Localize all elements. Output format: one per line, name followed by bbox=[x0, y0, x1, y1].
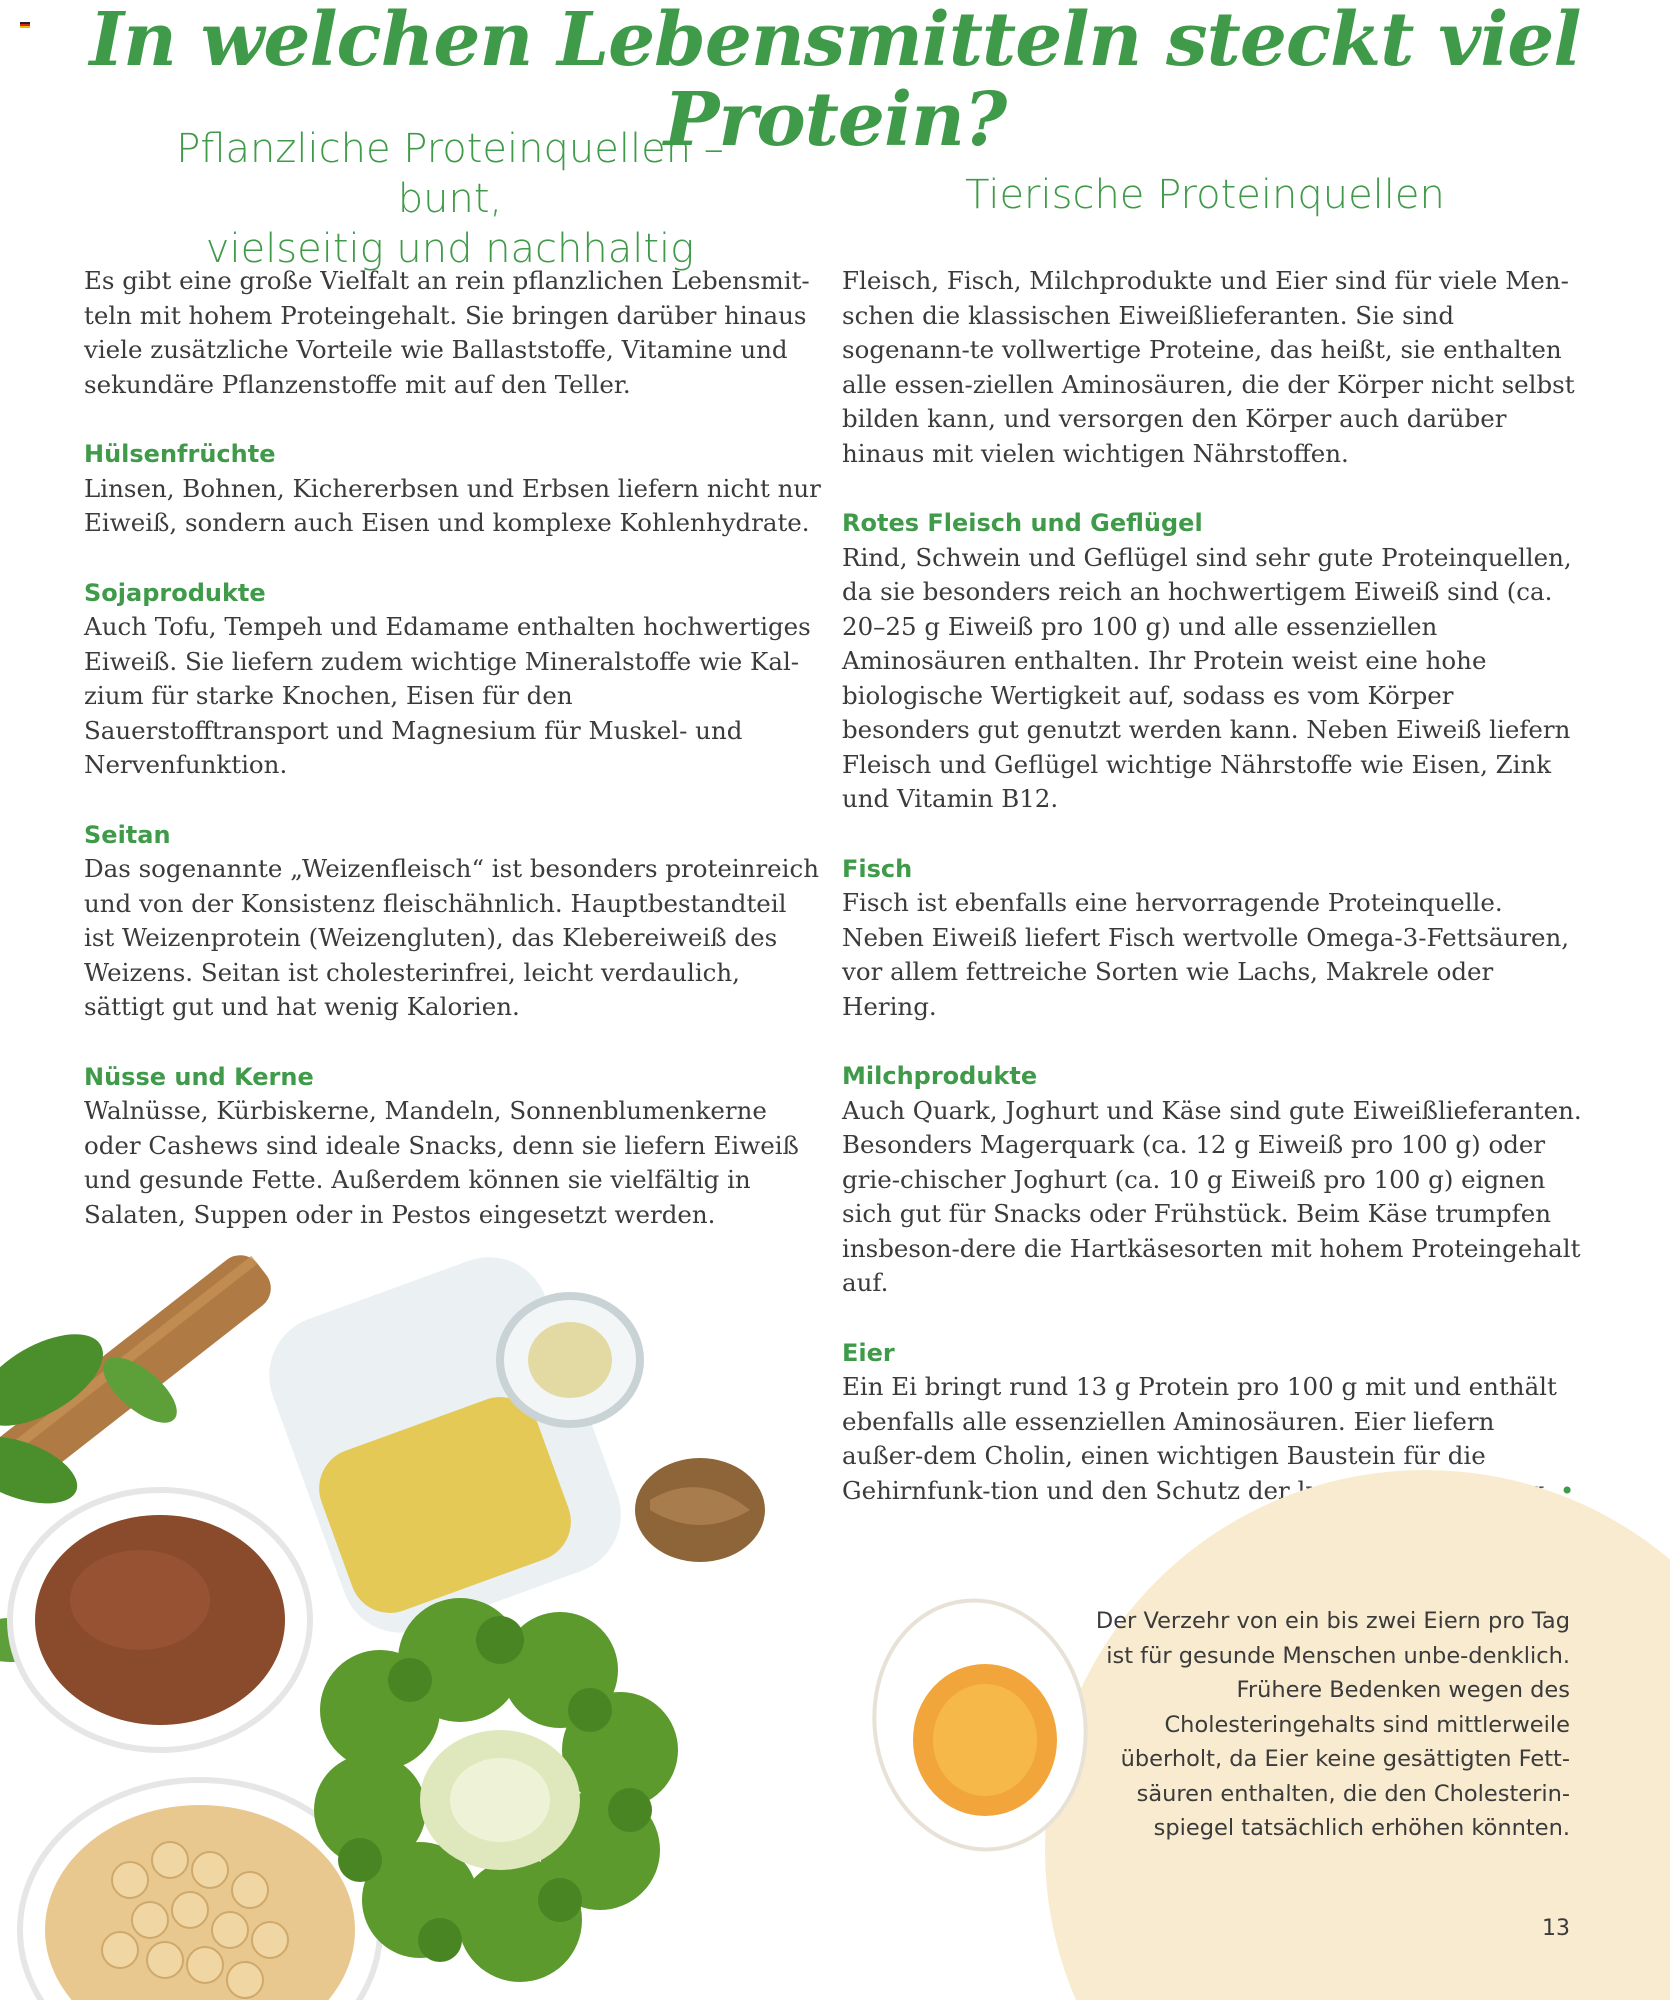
section-text: Auch Tofu, Tempeh und Edamame enthalten hochwertiges Eiweiß. Sie liefern zudem wichtige Mineralstoffe wie Kal-zium für starke Knochen, Eisen für den Sauerstofftransport und Magnesium für Muskel- und Nervenfunktion. bbox=[84, 612, 811, 779]
right-column bbox=[842, 264, 1582, 1543]
section-title: Milchprodukte bbox=[842, 1062, 1038, 1090]
section-fleisch-gefluegel bbox=[842, 506, 1582, 817]
left-column-heading bbox=[120, 124, 780, 274]
left-heading-line2: vielseitig und nachhaltig bbox=[205, 226, 695, 272]
left-intro: Es gibt eine große Vielfalt an rein pflanzlichen Lebensmit-teln mit hohem Proteingehalt. Sie bringen darüber hinaus viele zusätzliche Vorteile wie Ballaststoffe, Vitamine und sekundäre Pflanzenstoffe mit auf den Teller. bbox=[84, 266, 810, 399]
section-title: Hülsenfrüchte bbox=[84, 440, 276, 468]
flaxseed-bowl bbox=[10, 1490, 310, 1750]
section-text: Rind, Schwein und Geflügel sind sehr gute Proteinquellen, da sie besonders reich an hochwertigem Eiweiß sind (ca. 20–25 g Eiweiß pro 100 g) und alle essenziellen Aminosäuren enthalten. Ihr Protein weist eine hohe biologische Wertigkeit auf, sodass es vom Körper besonders gut genutzt werden kann. Neben Eiweiß liefern Fleisch und Geflügel wichtige Nährstoffe wie Eisen, Zink und Vitamin B12. bbox=[842, 542, 1572, 813]
left-heading-line1: Pflanzliche Proteinquellen – bunt, bbox=[176, 126, 724, 222]
section-text: Ein Ei bringt rund 13 g Protein pro 100 g mit und enthält ebenfalls alle essenziellen Aminosäuren. Eier liefern außer-dem Cholin, einen wichtigen Baustein für die Gehirnfunk-tion und den Schutz der kognitiven Leistung. bbox=[842, 1372, 1557, 1505]
section-title: Sojaprodukte bbox=[84, 578, 266, 607]
section-text: Fisch ist ebenfalls eine hervorragende Proteinquelle. Neben Eiweiß liefert Fisch wertvolle Omega-3-Fettsäuren, vor allem fettreiche Sorten wie Lachs, Makrele oder Hering. bbox=[842, 888, 1570, 1021]
section-title: Nüsse und Kerne bbox=[84, 1062, 314, 1091]
section-text: Das sogenannte „Weizenfleisch“ ist besonders proteinreich und von der Konsistenz fleischähnlich. Hauptbestandteil ist Weizenprotein (Weizengluten), das Klebereiweiß des Weizens. Seitan ist cholesterinfrei, leicht verdaulich, sättigt gut und hat wenig Kalorien. bbox=[84, 854, 820, 1021]
section-text: Auch Quark, Joghurt und Käse sind gute Eiweißlieferanten. Besonders Magerquark (ca. 12 g Eiweiß pro 100 g) oder grie-chischer Joghurt (ca. 10 g Eiweiß pro 100 g) eignen sich gut für Snacks oder Frühstück. Beim Käse trumpfen insbeson-dere die Hartkäsesorten mit hohem Proteingehalt auf. bbox=[842, 1095, 1582, 1297]
section-title: Eier bbox=[842, 1338, 895, 1367]
section-title: Seitan bbox=[84, 820, 171, 849]
page-number: 13 bbox=[1542, 1916, 1570, 1941]
section-huelsenfruechte bbox=[84, 437, 824, 541]
section-nuesse-kerne bbox=[84, 1060, 824, 1233]
broccoli bbox=[314, 1598, 678, 1982]
egg-illustration bbox=[860, 1590, 1100, 1860]
egg-tip-text: Der Verzehr von ein bis zwei Eiern pro Tag ist für gesunde Menschen unbe-denklich. Frühere Bedenken wegen des Cholesteringehalts sind mittlerweile überholt, da Eier keine gesättigten Fett-säuren enthalten, die den Cholesterin-spiegel tatsächlich erhöhen könnten. bbox=[1095, 1608, 1570, 1841]
right-column-heading: Tierische Proteinquellen bbox=[965, 172, 1445, 218]
right-intro: Fleisch, Fisch, Milchprodukte und Eier sind für viele Men-schen die klassischen Eiweißlieferanten. Sie sind sogenann-te vollwertige Proteine, das heißt, sie enthalten alle essen-ziellen Aminosäuren, die der Körper nicht selbst bilden kann, und versorgen den Körper auch darüber hinaus mit vielen wichtigen Nährstoffen. bbox=[842, 266, 1575, 468]
food-photo-illustration bbox=[0, 1240, 830, 2000]
section-title: Fisch bbox=[842, 854, 913, 883]
section-fisch bbox=[842, 852, 1582, 1025]
oil-bottle bbox=[252, 1240, 640, 1649]
section-text: Linsen, Bohnen, Kichererbsen und Erbsen liefern nicht nur Eiweiß, sondern auch Eisen und komplexe Kohlenhydrate. bbox=[84, 473, 821, 537]
section-milchprodukte bbox=[842, 1059, 1582, 1301]
section-title: Rotes Fleisch und Geflügel bbox=[842, 509, 1203, 537]
left-column bbox=[84, 264, 824, 1267]
section-seitan bbox=[84, 818, 824, 1025]
section-sojaprodukte bbox=[84, 576, 824, 783]
page-title: In welchen Lebensmitteln steckt viel Protein? bbox=[89, 0, 1581, 163]
section-text: Walnüsse, Kürbiskerne, Mandeln, Sonnenblumenkerne oder Cashews sind ideale Snacks, denn sie liefern Eiweiß und gesunde Fette. Außerdem können sie vielfältig in Salaten, Suppen oder in Pestos eingesetzt werden. bbox=[84, 1096, 799, 1229]
end-mark: • bbox=[1559, 1475, 1575, 1505]
